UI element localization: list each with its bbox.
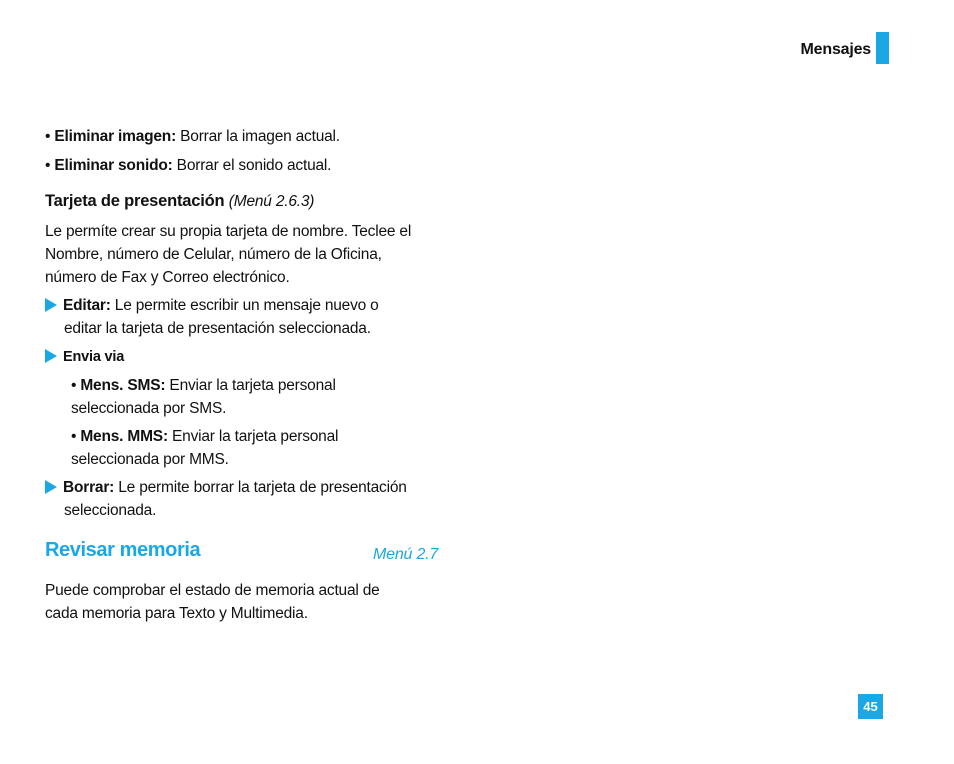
- bullet-text: Borrar el sonido actual.: [172, 157, 332, 174]
- option-label: Envia via: [63, 349, 125, 365]
- option-text: Le permite borrar la tarjeta de presentación: [114, 479, 407, 496]
- tarjeta-heading: [45, 190, 314, 213]
- tarjeta-title: Tarjeta de presentación: [45, 192, 225, 210]
- page-number: 45: [858, 694, 883, 719]
- option-borrar-cont: seleccionada.: [64, 502, 157, 519]
- option-envia-via: [45, 345, 124, 369]
- option-editar-cont: editar la tarjeta de presentación seleccionada.: [64, 320, 371, 337]
- tarjeta-desc-line: Nombre, número de Celular, número de la Oficina,: [45, 246, 382, 263]
- revisar-memoria-title: Revisar memoria: [45, 539, 201, 561]
- option-label: Editar:: [63, 297, 111, 314]
- option-editar: [45, 294, 379, 317]
- revisar-desc-line: cada memoria para Texto y Multimedia.: [45, 605, 308, 622]
- bullet-label: Eliminar sonido:: [54, 157, 173, 174]
- arrow-right-icon: [45, 349, 57, 363]
- revisar-desc-line: Puede comprobar el estado de memoria actual de: [45, 582, 380, 599]
- page-section-title: Mensajes: [800, 41, 871, 58]
- arrow-right-icon: [45, 298, 57, 312]
- bullet-label: Mens. SMS:: [80, 377, 166, 394]
- bullet-eliminar-sonido: • Eliminar sonido: Borrar el sonido actual.: [45, 157, 332, 174]
- bullet-label: Mens. MMS:: [80, 428, 168, 445]
- option-borrar: [45, 476, 407, 499]
- sub-bullet-sms: • Mens. SMS: Enviar la tarjeta personal: [71, 377, 336, 394]
- arrow-right-icon: [45, 480, 57, 494]
- revisar-menu-ref: Menú 2.7: [373, 546, 439, 563]
- section-marker-bar: [876, 32, 889, 64]
- sub-bullet-sms-cont: seleccionada por SMS.: [71, 400, 227, 417]
- bullet-label: Eliminar imagen:: [54, 128, 177, 145]
- sub-bullet-mms-cont: seleccionada por MMS.: [71, 451, 229, 468]
- bullet-text: Enviar la tarjeta personal: [165, 377, 336, 394]
- bullet-eliminar-imagen: • Eliminar imagen: Borrar la imagen actual.: [45, 128, 340, 145]
- option-label: Borrar:: [63, 479, 115, 496]
- tarjeta-menu-ref: (Menú 2.6.3): [228, 193, 315, 210]
- sub-bullet-mms: • Mens. MMS: Enviar la tarjeta personal: [71, 428, 339, 445]
- option-text: Le permite escribir un mensaje nuevo o: [110, 297, 379, 314]
- tarjeta-desc-line: número de Fax y Correo electrónico.: [45, 269, 290, 286]
- tarjeta-desc-line: Le permíte crear su propia tarjeta de nombre. Teclee el: [45, 223, 412, 240]
- bullet-text: Enviar la tarjeta personal: [167, 428, 339, 445]
- bullet-text: Borrar la imagen actual.: [176, 128, 340, 145]
